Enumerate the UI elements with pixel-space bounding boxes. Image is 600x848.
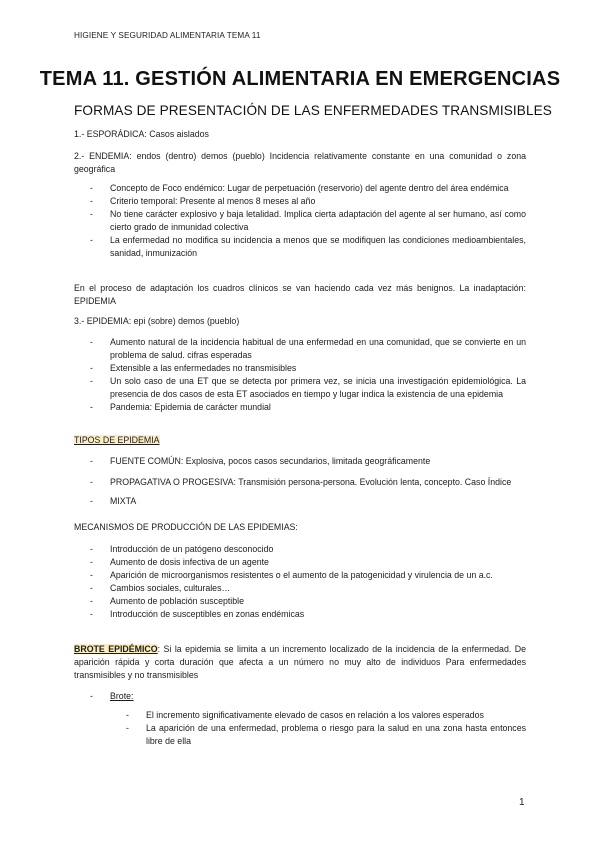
list-item: - MIXTA — [74, 495, 526, 508]
page-title: TEMA 11. GESTIÓN ALIMENTARIA EN EMERGENCIAS — [39, 68, 561, 90]
brote-label: BROTE EPIDÉMICO — [74, 644, 158, 654]
brote-sub-heading-row — [74, 690, 526, 703]
list-item: - La enfermedad no modifica su incidencia a menos que se modifiquen las condiciones medioambientales, sanidad, inmunización — [74, 234, 526, 260]
list-item: - Un solo caso de una ET que se detecta por primera vez, se inicia una investigación epidemiológica. La presencia de dos casos de esta ET asociados en tiempo y lugar indica la existencia de una epidemia — [74, 375, 526, 401]
tipos-heading: TIPOS DE EPIDEMIA — [74, 435, 160, 445]
list-item: - Cambios sociales, culturales… — [74, 582, 526, 595]
section-subtitle: FORMAS DE PRESENTACIÓN DE LAS ENFERMEDADES TRANSMISIBLES — [74, 103, 552, 118]
running-header: HIGIENE Y SEGURIDAD ALIMENTARIA TEMA 11 — [74, 31, 261, 40]
endemia-intro: 2.- ENDEMIA: endos (dentro) demos (pueblo) Incidencia relativamente constante en una comunidad o zona geográfica — [74, 151, 526, 174]
list-item: - Aumento de población susceptible — [74, 595, 526, 608]
mecanismos-heading: MECANISMOS DE PRODUCCIÓN DE LAS EPIDEMIAS: — [74, 522, 298, 532]
list-item: - Concepto de Foco endémico: Lugar de perpetuación (reservorio) del agente dentro del área endémica — [74, 182, 526, 195]
epidemia-list — [74, 336, 526, 414]
brote-sub-item — [74, 690, 526, 703]
list-item: - Aumento de dosis infectiva de un agente — [74, 556, 526, 569]
list-item: - Aumento natural de la incidencia habitual de una enfermedad en una comunidad, que se convierte en un problema de salud. cifras esperadas — [74, 336, 526, 362]
list-item: - Introducción de susceptibles en zonas endémicas — [74, 608, 526, 621]
brote-text: : Si la epidemia se limita a un incremento localizado de la incidencia de la enfermedad. De aparición rápida y corta duración que afecta a un número no muy alto de individuos Para enfermedades transmisibles y no transmisibles — [74, 644, 526, 680]
list-item: - FUENTE COMÚN: Explosiva, pocos casos secundarios, limitada geográficamente — [74, 455, 526, 468]
mecanismos-list — [74, 543, 526, 621]
list-item: - El incremento significativamente elevado de casos en relación a los valores esperados — [74, 709, 526, 722]
endemia-list — [74, 182, 526, 260]
list-item: - PROPAGATIVA O PROGESIVA: Transmisión persona-persona. Evolución lenta, concepto. Caso Índice — [74, 476, 526, 489]
list-item: - Extensible a las enfermedades no transmisibles — [74, 362, 526, 375]
brote-paragraph — [74, 643, 526, 682]
brote-sub-label: Brote: — [110, 691, 134, 701]
list-item: - No tiene carácter explosivo y baja letalidad. Implica cierta adaptación del agente al ser humano, así como cierto grado de inmunidad colectiva — [74, 208, 526, 234]
tipos-heading-row — [74, 434, 526, 447]
list-item: - La aparición de una enfermedad, problema o riesgo para la salud en una zona hasta entonces libre de ella — [74, 722, 526, 748]
esporadica-paragraph: 1.- ESPORÁDICA: Casos aislados — [74, 129, 209, 139]
list-item: - Pandemia: Epidemia de carácter mundial — [74, 401, 526, 414]
page-number: 1 — [519, 797, 525, 808]
list-item: - Criterio temporal: Presente al menos 8 meses al año — [74, 195, 526, 208]
list-item: - Introducción de un patógeno desconocido — [74, 543, 526, 556]
list-item: - Aparición de microorganismos resistentes o el aumento de la patogenicidad y virulencia de un a.c. — [74, 569, 526, 582]
adaptation-paragraph: En el proceso de adaptación los cuadros clínicos se van haciendo cada vez más benignos. La inadaptación: EPIDEMIA — [74, 283, 526, 306]
epidemia-intro: 3.- EPIDEMIA: epi (sobre) demos (pueblo) — [74, 316, 240, 326]
brote-sub-list — [74, 709, 526, 748]
tipos-list — [74, 455, 526, 508]
